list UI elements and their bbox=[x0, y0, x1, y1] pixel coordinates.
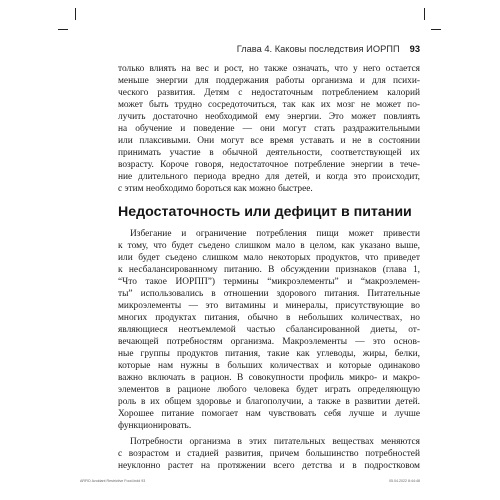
text-line: ные группы продуктов питания, такие как углеводы, жиры, белки, bbox=[118, 349, 420, 360]
text-line: к несбалансированному питанию. В обсуждении признаков (глава 1, bbox=[118, 264, 420, 275]
text-line: Хорошее питание помогает нам чувствовать себя лучше и лучше bbox=[118, 409, 420, 420]
text-line: или будет съедено слишком мало некоторых продуктов, что приведет bbox=[118, 252, 420, 263]
text-line: ческого развития. Детям с недостаточным потреблением калорий bbox=[118, 88, 420, 99]
page-number: 93 bbox=[409, 44, 420, 54]
text-line: лучить достаточно необходимой ему энергии. Это может повлиять bbox=[118, 112, 420, 123]
text-line: принимать участие в обычной деятельности, соответствующей их bbox=[118, 148, 420, 159]
text-line: функционировать. bbox=[118, 421, 192, 432]
text-line: Избегание и ограничение потребления пищи может привести bbox=[130, 228, 420, 239]
text-line: являющиеся неотъемлемой частью сбалансированной диеты, от- bbox=[118, 324, 420, 335]
text-line: ты” использовались в отношении здорового питания. Питательные bbox=[118, 288, 420, 299]
paragraph-2 bbox=[118, 228, 420, 433]
print-timestamp: 05.04.2022 8:44:48 bbox=[389, 479, 420, 483]
text-line: с возрастом и стадией развития, причем большинство потребностей bbox=[118, 449, 420, 460]
text-line: ние длительного периода вредно для детей, и когда это происходит, bbox=[118, 172, 420, 183]
paragraph-3 bbox=[118, 436, 420, 472]
text-line: многих продуктах питания, обычно в небольших количествах, но bbox=[118, 312, 420, 323]
text-line: может быть трудно сосредоточиться, так как их мозг не может по- bbox=[118, 100, 420, 111]
text-line: которые нам нужны в больших количествах и которые одинаково bbox=[118, 361, 420, 372]
section-heading: Недостаточность или дефицит в питании bbox=[118, 203, 412, 220]
text-line: к тому, что будет съедено слишком мало в целом, как указано выше, bbox=[118, 240, 420, 251]
text-line: Потребности организма в этих питательных веществах меняются bbox=[130, 437, 420, 448]
text-line: важно включать в рацион. В совокупности профиль микро- и макро- bbox=[118, 373, 420, 384]
text-line: неуклонно растет на протяжении всего детства и в подростковом bbox=[118, 461, 420, 472]
text-line: меньше энергии для поддержания работы организма и для психи- bbox=[118, 76, 420, 87]
text-line: возрасту. Короче говоря, недостаточное потребление энергии в тече- bbox=[118, 160, 420, 171]
crop-mark-top-left-vertical bbox=[75, 8, 76, 20]
text-line: только влиять на вес и рост, но также означать, что у него остается bbox=[118, 64, 420, 74]
running-head bbox=[220, 44, 420, 54]
crop-mark-top-left bbox=[58, 29, 68, 30]
text-block bbox=[118, 63, 420, 473]
text-line: с этим необходимо бороться как можно быстрее. bbox=[118, 184, 313, 195]
text-line: микроэлементы — это витамины и минералы, присутствующие во bbox=[118, 300, 420, 311]
text-line: “Что такое ИОРПП”) термины “микроэлементы” и “макроэлемен- bbox=[118, 276, 420, 287]
text-line: вечающей потребностям организма. Макроэлементы — это основ- bbox=[118, 336, 420, 347]
file-info: ARFID Avoidant Restrictive Food.indd 93 bbox=[80, 479, 146, 483]
text-line: элементов в рационе любого человека будет играть определяющую bbox=[118, 385, 420, 396]
text-line: роль в их общем здоровье и благополучии, а также в развитии детей. bbox=[118, 397, 420, 408]
chapter-title: Глава 4. Каковы последствия ИОРПП bbox=[236, 44, 400, 54]
crop-mark-top-right bbox=[431, 29, 441, 30]
text-line: на обучение и поведение — они могут стать раздражительными bbox=[118, 124, 420, 135]
crop-mark-top-right-vertical bbox=[424, 8, 425, 20]
text-line: или плаксивыми. Они могут все время уставать и не в состоянии bbox=[118, 136, 420, 147]
paragraph-1 bbox=[118, 63, 420, 196]
print-slug bbox=[80, 479, 420, 483]
